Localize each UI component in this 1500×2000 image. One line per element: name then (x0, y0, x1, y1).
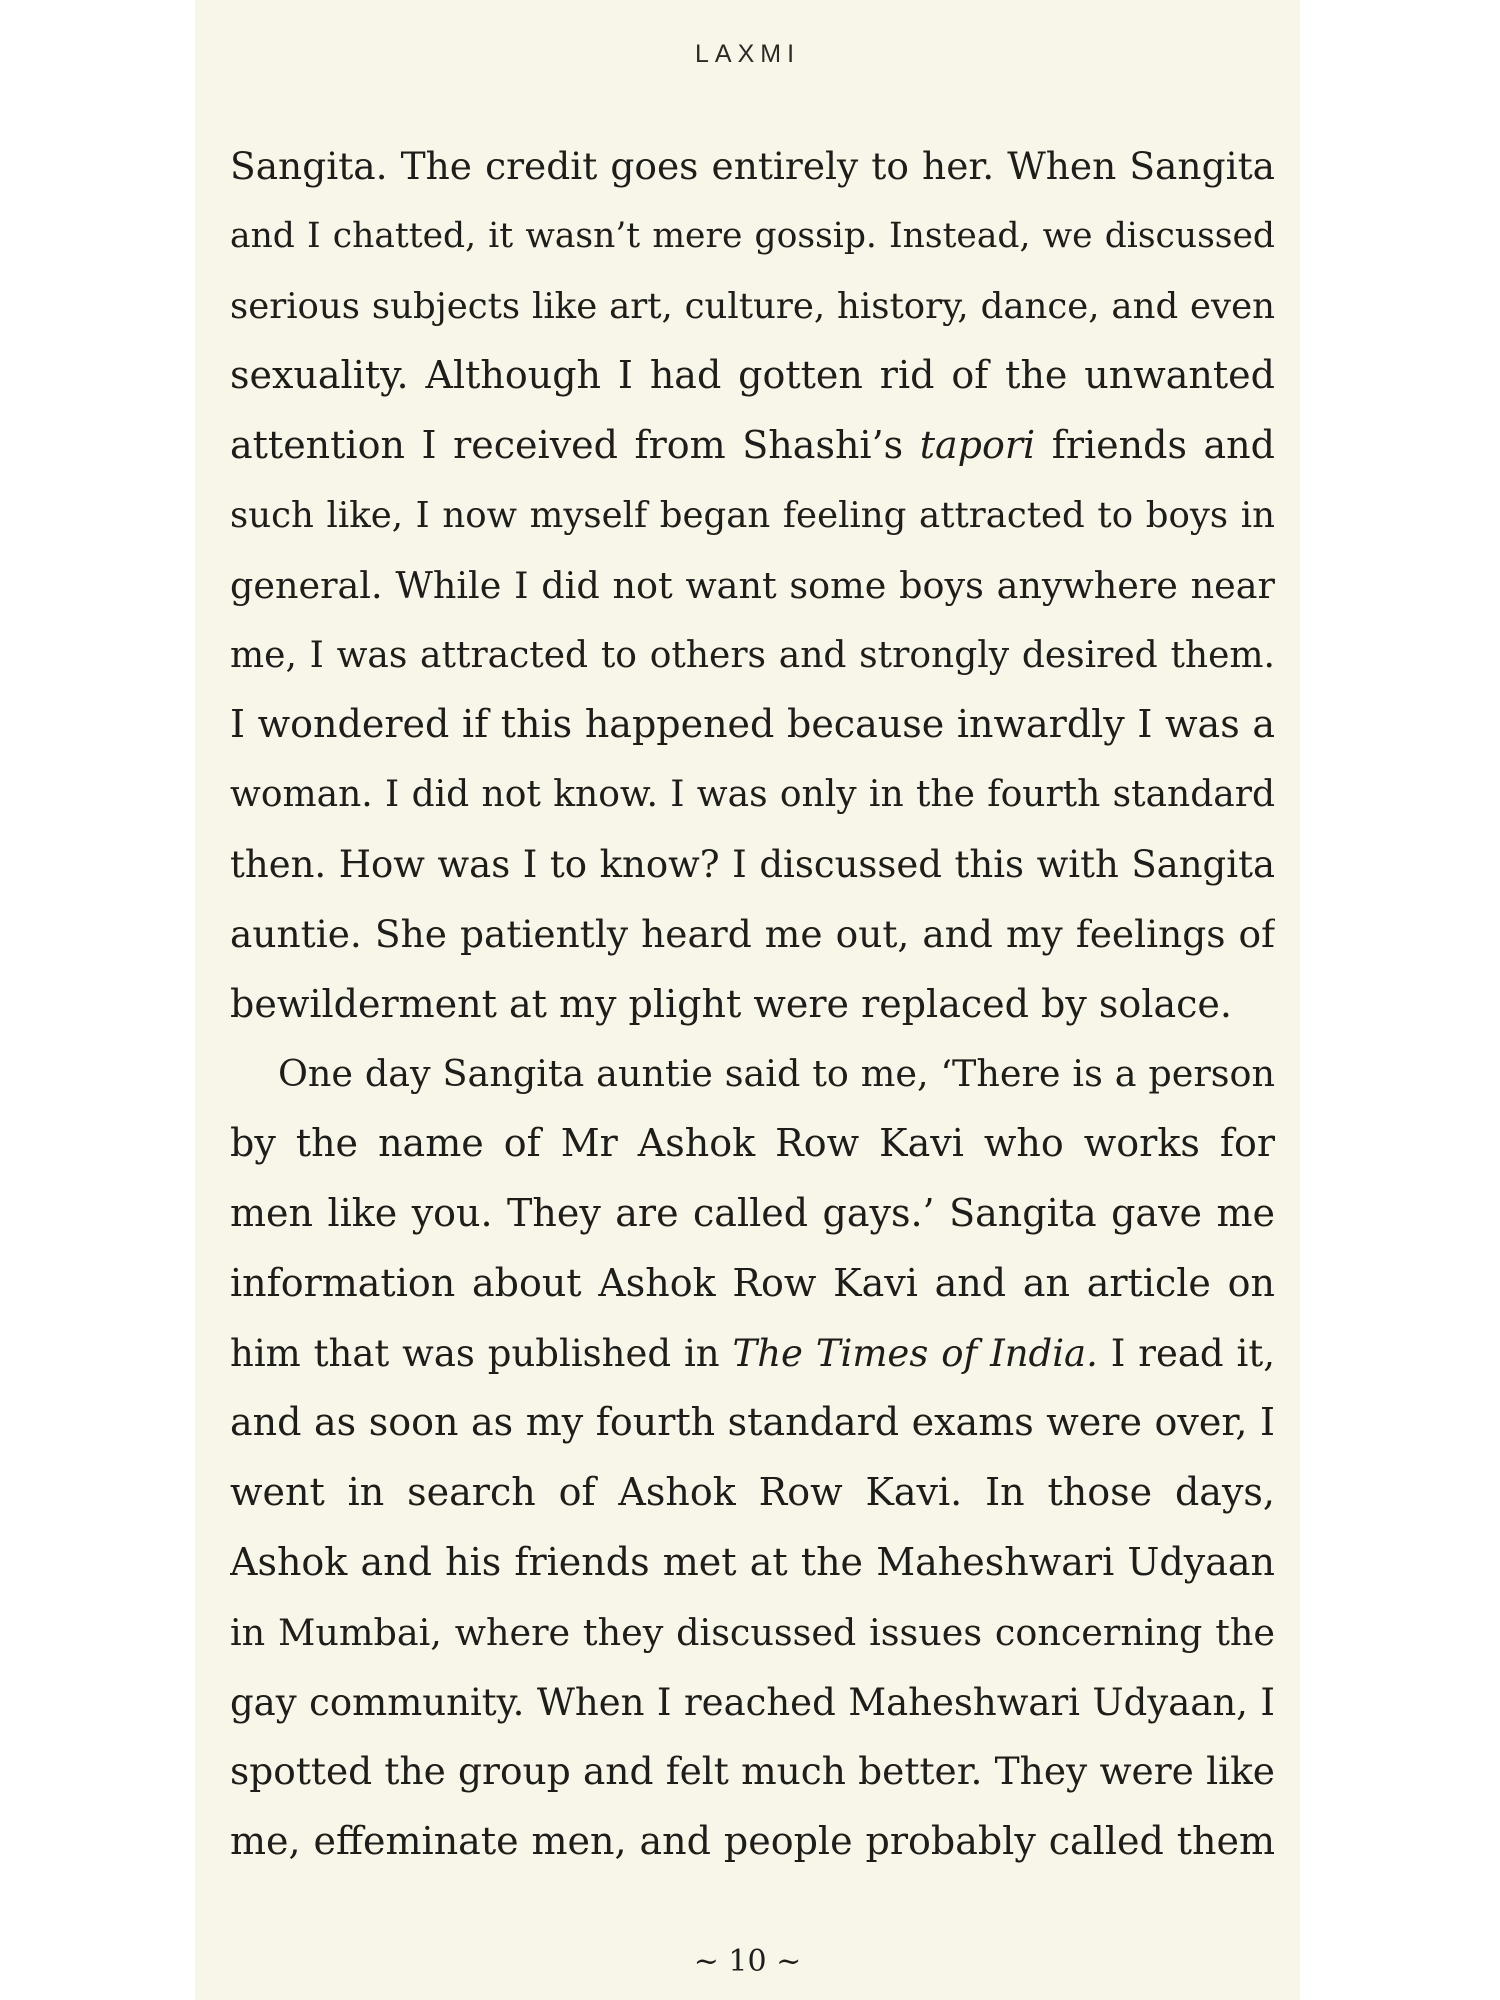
text-line: gay community. When I reached Maheshwari Udyaan, I (230, 1680, 1275, 1724)
text-line: general. While I did not want some boys anywhere near (230, 563, 1275, 607)
italic-word: tapori (919, 423, 1036, 468)
text-line: such like, I now myself began feeling attracted to boys in (230, 494, 1275, 536)
text-line: went in search of Ashok Row Kavi. In those days, (230, 1470, 1275, 1515)
text-line: auntie. She patiently heard me out, and my feelings of (230, 911, 1275, 956)
text-line: me, effeminate men, and people probably called them (230, 1819, 1275, 1864)
paragraph (230, 132, 1275, 1039)
text-line: and I chatted, it wasn’t mere gossip. Instead, we discussed (230, 215, 1275, 256)
page-number: ~ 10 ~ (693, 1944, 802, 1979)
body-text (230, 132, 1275, 1877)
text-line: in Mumbai, where they discussed issues concerning the (230, 1610, 1275, 1654)
italic-title: The Times of India. (732, 1331, 1098, 1375)
text-line: Sangita. The credit goes entirely to her. When Sangita (230, 144, 1275, 188)
text-line: by the name of Mr Ashok Row Kavi who works for (230, 1121, 1275, 1166)
text-line: then. How was I to know? I discussed this with Sangita (230, 842, 1275, 886)
text-line: sexuality. Although I had gotten rid of the unwanted (230, 353, 1275, 398)
text-line: bewilderment at my plight were replaced by solace. (230, 981, 1232, 1026)
text-line: spotted the group and felt much better. They were like (230, 1749, 1275, 1794)
text-line: men like you. They are called gays.’ Sangita gave me (230, 1190, 1275, 1235)
text-line: I wondered if this happened because inwardly I was a (230, 702, 1275, 747)
text-line: serious subjects like art, culture, history, dance, and even (230, 285, 1275, 327)
text-line: Ashok and his friends met at the Maheshwari Udyaan (230, 1539, 1275, 1584)
text-line: information about Ashok Row Kavi and an article on (230, 1260, 1275, 1305)
text-line: and as soon as my fourth standard exams were over, I (230, 1400, 1275, 1445)
text-line: woman. I did not know. I was only in the fourth standard (230, 774, 1275, 816)
paragraph (230, 1039, 1275, 1877)
text-line: him that was published in The Times of India. I read it, (230, 1331, 1275, 1375)
text-line: attention I received from Shashi’s tapori friends and (230, 423, 1275, 468)
text-line: me, I was attracted to others and strongly desired them. (230, 634, 1275, 676)
running-head: LAXMI (694, 40, 801, 68)
book-page (195, 0, 1300, 2000)
text-line: One day Sangita auntie said to me, ‘There is a person (278, 1052, 1275, 1096)
